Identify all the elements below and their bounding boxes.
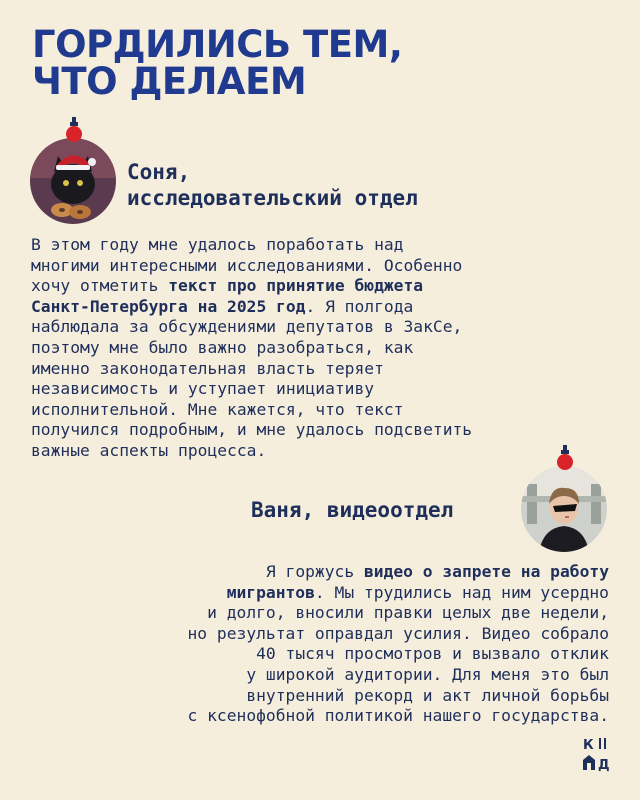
bold-highlight: видео о запрете на работу bbox=[363, 562, 609, 581]
text-line bbox=[188, 706, 610, 727]
text-line bbox=[31, 420, 472, 441]
text-line bbox=[31, 379, 472, 400]
text-fragment: важные аспекты процесса. bbox=[31, 440, 267, 460]
ornament-icon bbox=[63, 117, 85, 143]
text-fragment: независимость и уступает инициативу bbox=[31, 379, 375, 399]
vanya-text bbox=[188, 562, 610, 727]
text-fragment: именно законодательная власть теряет bbox=[31, 358, 384, 378]
text-fragment: исполнительной. Мне кажется, что текст bbox=[31, 399, 404, 419]
text-line bbox=[31, 441, 472, 462]
sonya-department: исследовательский отдел bbox=[127, 186, 418, 210]
text-fragment: многими интересными исследованиями. Особенно bbox=[31, 255, 463, 275]
text-fragment: наблюдала за обсуждениями депутатов в ЗакСе, bbox=[31, 317, 463, 337]
text-fragment: . Мы трудились над ним усердно bbox=[314, 582, 609, 602]
sonya-text bbox=[31, 235, 472, 462]
sonya-name-line1: Соня, bbox=[127, 160, 191, 184]
text-fragment: но результат оправдал усилия. Видео собрало bbox=[187, 623, 609, 643]
text-line bbox=[31, 359, 472, 380]
text-fragment: В этом году мне удалось поработать над bbox=[31, 235, 404, 254]
text-fragment: у широкой аудитории. Для меня это был bbox=[246, 664, 609, 684]
sonya-name bbox=[127, 159, 418, 211]
bold-highlight: текст про принятие бюджета bbox=[168, 276, 424, 296]
text-line bbox=[31, 338, 472, 359]
text-line bbox=[188, 665, 610, 686]
text-line bbox=[31, 235, 472, 256]
text-line bbox=[31, 297, 472, 318]
text-fragment: внутренний рекорд и акт личной борьбы bbox=[246, 685, 609, 705]
text-fragment: . Я полгода bbox=[305, 296, 414, 316]
avatar-vanya bbox=[521, 466, 607, 552]
text-line bbox=[31, 400, 472, 421]
person-photo-image bbox=[521, 466, 607, 552]
bold-highlight: мигрантов bbox=[226, 582, 315, 602]
text-line bbox=[31, 256, 472, 277]
text-fragment: с ксенофобной политикой нашего государства. bbox=[187, 706, 609, 726]
bold-highlight: Санкт-Петербурга на 2025 год bbox=[31, 296, 306, 316]
title-line-2: ЧТО ДЕЛАЕМ bbox=[32, 60, 307, 103]
text-line bbox=[31, 317, 472, 338]
text-fragment: Я горжусь bbox=[265, 562, 364, 581]
text-fragment: поэтому мне было важно разобраться, как bbox=[31, 337, 414, 357]
text-fragment: и долго, вносили правки целых две недели, bbox=[207, 603, 609, 623]
kd-logo-icon bbox=[582, 736, 612, 772]
svg-text:К: К bbox=[583, 738, 594, 753]
text-line bbox=[188, 644, 610, 665]
text-fragment: получился подробным, и мне удалось подсветить bbox=[31, 420, 473, 440]
cat-photo-image bbox=[30, 138, 116, 224]
vanya-name-label: Ваня, видеоотдел bbox=[251, 498, 454, 522]
text-line bbox=[188, 603, 610, 624]
page-title bbox=[32, 23, 403, 103]
avatar-sonya bbox=[30, 138, 116, 224]
ornament-icon bbox=[554, 445, 576, 471]
text-line bbox=[188, 686, 610, 707]
title-line-1: ГОРДИЛИСЬ ТЕМ, bbox=[32, 23, 403, 66]
text-fragment: хочу отметить bbox=[31, 276, 169, 296]
svg-text:Д: Д bbox=[598, 758, 610, 772]
text-line bbox=[188, 583, 610, 604]
text-fragment: 40 тысяч просмотров и вызвало отклик bbox=[256, 644, 609, 664]
text-line bbox=[188, 624, 610, 645]
text-line bbox=[188, 562, 610, 583]
text-line bbox=[31, 276, 472, 297]
vanya-name bbox=[251, 497, 453, 523]
